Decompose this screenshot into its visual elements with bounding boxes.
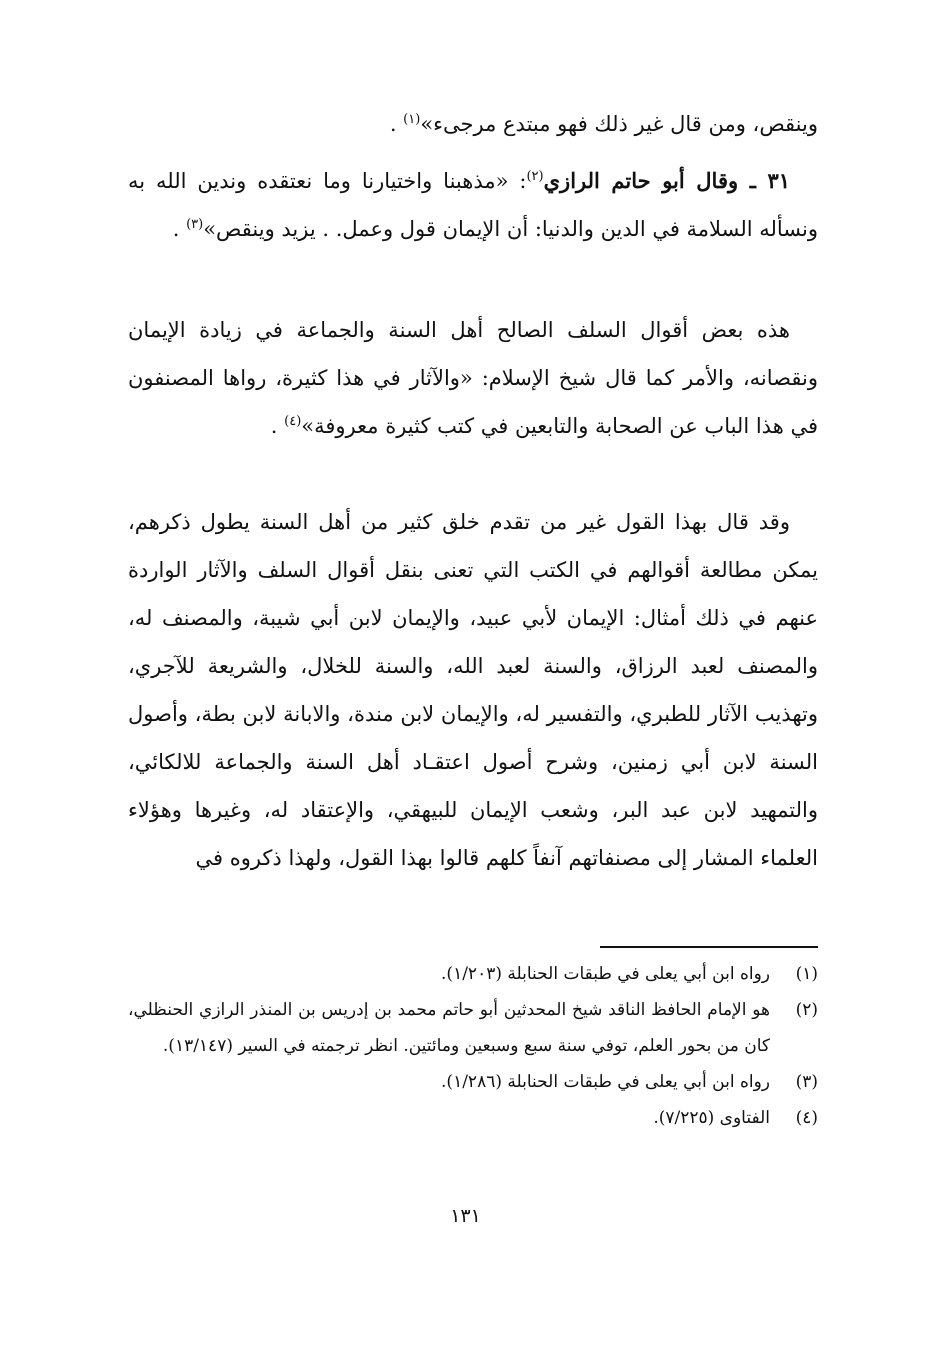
- quote-31-text: : «مذهبنا واختيارنا وما نعتقده وندين الله به ونسأله السلامة في الدين والدنيا: أن الإيمان قول وعمل. . يزيد وينقص»: [128, 169, 818, 241]
- top-continuation-line: [128, 100, 818, 148]
- footnotes: [128, 956, 818, 1136]
- footnote-number: (٣): [795, 1072, 818, 1092]
- footnote-ref-1: (١): [403, 112, 421, 127]
- footnote-number: (١): [795, 964, 818, 984]
- footnote-ref-4: (٤): [284, 414, 302, 429]
- quote-31-paragraph: [128, 157, 818, 253]
- footnote-text: رواه ابن أبي يعلى في طبقات الحنابلة (١/٢٨٦).: [441, 1072, 770, 1092]
- footnote-text: رواه ابن أبي يعلى في طبقات الحنابلة (١/٢٠٣).: [441, 964, 770, 984]
- footnote-1: [128, 956, 818, 992]
- footnote-number: (٤): [795, 1108, 818, 1128]
- footnote-separator: [600, 946, 818, 948]
- footnote-number: (٢): [795, 1000, 818, 1020]
- top-line-text: وينقص، ومن قال غير ذلك فهو مبتدع مرجىء»: [420, 112, 818, 136]
- footnote-ref-3: (٣): [186, 217, 204, 232]
- page-number: ١٣١: [450, 1205, 481, 1227]
- quote-31-end: .: [172, 217, 187, 241]
- footnote-ref-2: (٢): [526, 169, 544, 184]
- para-2-text: وقد قال بهذا القول غير من تقدم خلق كثير من أهل السنة يطول ذكرهم، يمكن مطالعة أقوالهم في الكتب التي تعنى بنقل أقوال السلف والآثار الواردة عنهم في ذلك أمثال: الإيمان لأبي عبيد، والإيمان لابن أبي شيبة، والمصنف له، والمصنف لعبد الرزاق، والسنة لعبد الله، والسنة للخلال، والشريعة للآجري، وتهذيب الآثار للطبري، والتفسير له، والإيمان لابن مندة، والابانة لابن بطة، وأصول السنة لابن أبي زمنين، وشرح أصول اعتقـاد أهل السنة والجماعة للالكائي، والتمهيد لابن عبد البر، وشعب الإيمان للبيهقي، والإعتقاد له، وغيرها وهؤلاء العلماء المشار إلى مصنفاتهم آنفاً كلهم قالوا بهذا القول، ولهذا ذكروه في: [128, 510, 818, 870]
- footnote-2: [128, 992, 818, 1064]
- footnote-4: [128, 1100, 818, 1136]
- quote-31-lead: وقال أبو حاتم الرازي: [543, 168, 750, 193]
- body-paragraph-1: [128, 306, 818, 450]
- para-1-text: هذه بعض أقوال السلف الصالح أهل السنة والجماعة في زيادة الإيمان ونقصانه، والأمر كما قال شيخ الإسلام: «والآثار في هذا كثيرة، رواها المصنفون في هذا الباب عن الصحابة والتابعين في كتب كثيرة معروفة»: [128, 318, 818, 438]
- top-line-end: .: [389, 112, 404, 136]
- para-1-end: .: [270, 414, 285, 438]
- footnote-text: الفتاوى (٧/٢٢٥).: [653, 1108, 770, 1128]
- footnote-text: هو الإمام الحافظ الناقد شيخ المحدثين أبو حاتم محمد بن إدريس بن المنذر الرازي الحنظلي، كان من بحور العلم، توفي سنة سبع وسبعين ومائتين. انظر ترجمته في السير (١٣/١٤٧).: [128, 1000, 770, 1056]
- item-number: ٣١ ـ: [749, 168, 790, 193]
- footnote-3: [128, 1064, 818, 1100]
- body-paragraph-2: [128, 498, 818, 882]
